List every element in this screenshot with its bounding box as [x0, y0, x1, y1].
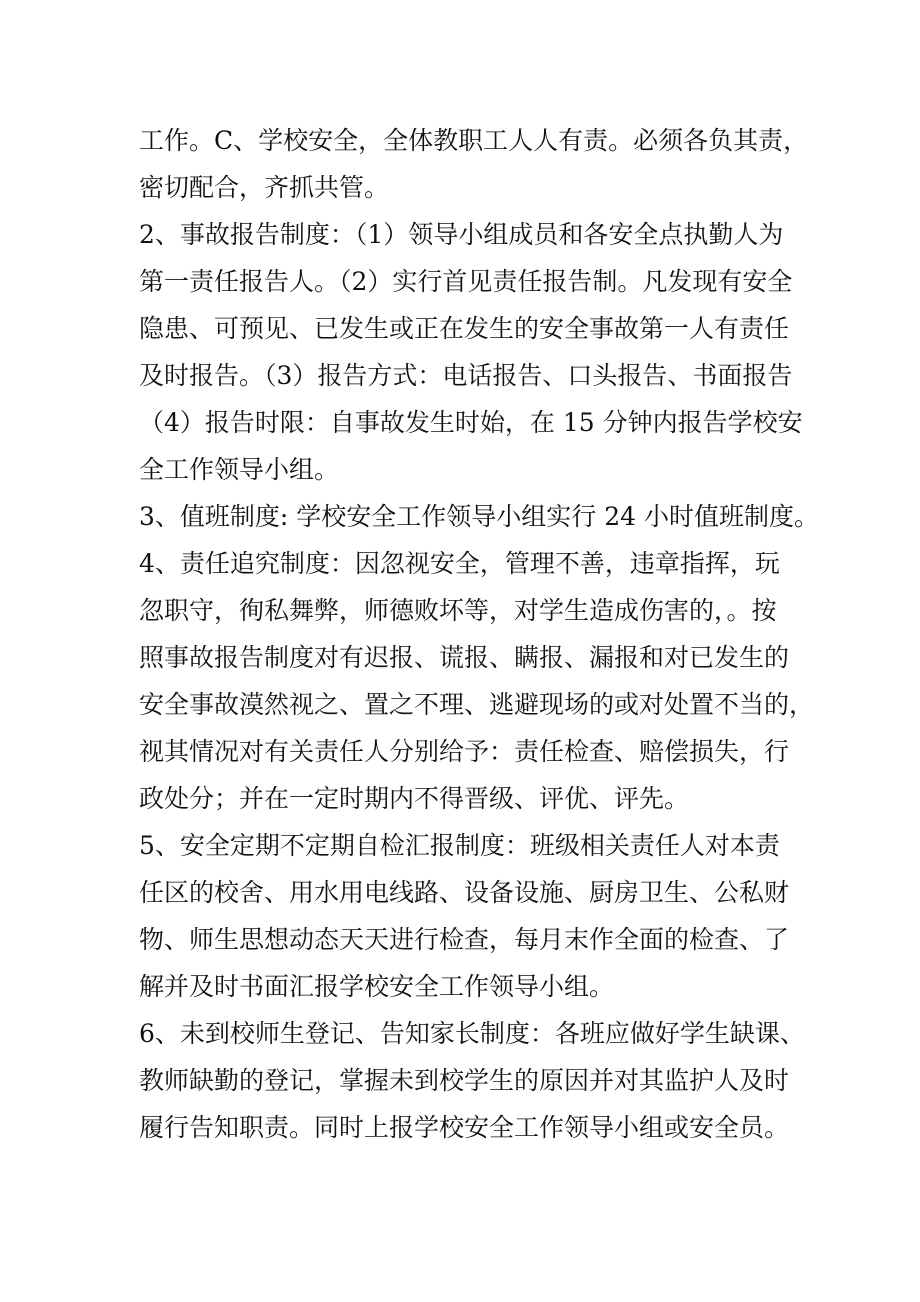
text-line: 视其情况对有关责任人分别给予：责任检查、赔偿损失，行 [139, 737, 790, 766]
text-line: 任区的校舍、用水用电线路、设备设施、厨房卫生、公私财 [139, 878, 790, 907]
text-line: 政处分；并在一定时期内不得晋级、评优、评先。 [139, 784, 690, 813]
text-line: 工作。C、学校安全，全体教职工人人有责。必须各负其责， [139, 126, 809, 155]
text-line: 隐患、可预见、已发生或正在发生的安全事故第一人有责任 [139, 314, 790, 343]
paragraph-duty-system [139, 493, 819, 540]
text-line: 3、值班制度: 学校安全工作领导小组实行 24 小时值班制度。 [139, 502, 819, 531]
text-line: 照事故报告制度对有迟报、谎报、瞒报、漏报和对已发生的 [139, 643, 790, 672]
text-line: 履行告知职责。同时上报学校安全工作领导小组或安全员。 [139, 1113, 790, 1142]
text-line: 4、责任追究制度：因忽视安全，管理不善，违章指挥，玩 [139, 549, 780, 578]
paragraph-accountability [139, 540, 815, 822]
paragraph-accident-report [139, 211, 803, 493]
text-line: 6、未到校师生登记、告知家长制度：各班应做好学生缺课、 [139, 1019, 805, 1048]
text-line: 5、安全定期不定期自检汇报制度：班级相关责任人对本责 [139, 831, 780, 860]
paragraph-self-inspection [139, 822, 789, 1010]
paragraph-absence-registration [139, 1010, 805, 1151]
document-body [139, 117, 819, 1151]
paragraph-continuation [139, 117, 809, 211]
text-line: 物、师生思想动态天天进行检查，每月末作全面的检查、了 [139, 925, 790, 954]
text-line: 教师缺勤的登记，掌握未到校学生的原因并对其监护人及时 [139, 1066, 790, 1095]
text-line: （4）报告时限：自事故发生时始，在 15 分钟内报告学校安 [139, 408, 803, 437]
text-line: 及时报告。（3）报告方式：电话报告、口头报告、书面报告 [139, 361, 793, 390]
text-line: 忽职守，徇私舞弊，师德败坏等，对学生造成伤害的，。按 [139, 596, 777, 625]
text-line: 全工作领导小组。 [139, 455, 340, 484]
text-line: 第一责任报告人。（2）实行首见责任报告制。凡发现有安全 [139, 267, 793, 296]
text-line: 解并及时书面汇报学校安全工作领导小组。 [139, 972, 615, 1001]
text-line: 2、事故报告制度：（1）领导小组成员和各安全点执勤人为 [139, 220, 784, 249]
text-line: 密切配合，齐抓共管。 [139, 173, 390, 202]
text-line: 安全事故漠然视之、置之不理、逃避现场的或对处置不当的， [139, 690, 815, 719]
